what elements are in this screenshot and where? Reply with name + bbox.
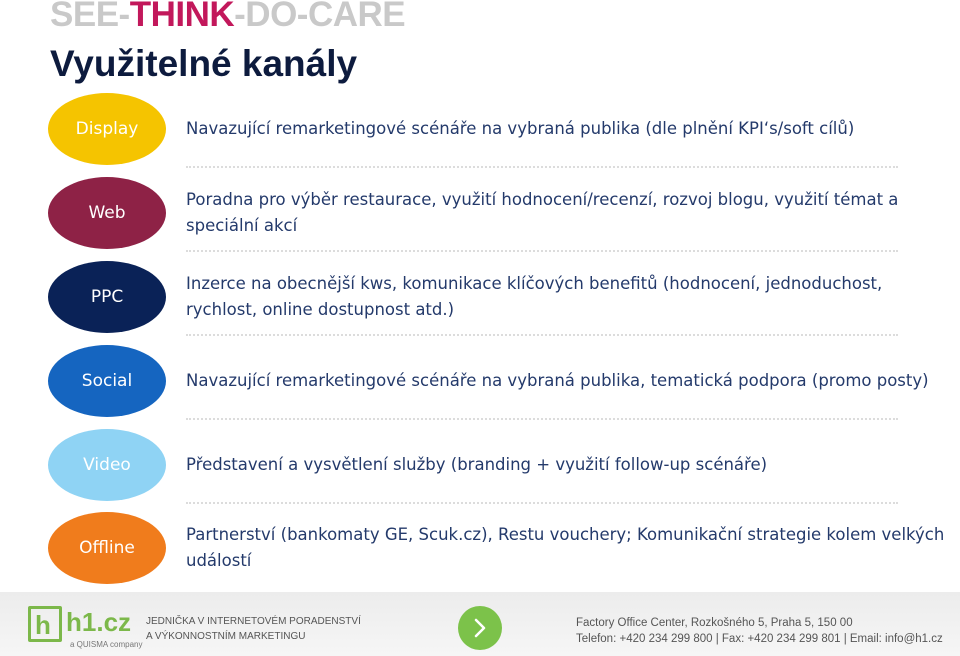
channel-description: [186, 177, 946, 249]
chevron-right-icon: [471, 617, 489, 639]
channel-badge-video: Video: [48, 429, 166, 501]
channel-description: [186, 345, 946, 417]
supertitle-see: SEE-: [50, 0, 130, 34]
h1-brand: h1.cz: [66, 607, 132, 637]
row-separator: [186, 418, 898, 420]
footer-tagline: [146, 614, 361, 644]
row-separator: [186, 250, 898, 252]
channel-description: [186, 429, 946, 501]
footer-contact: [576, 615, 943, 647]
channel-row-web: [48, 177, 928, 249]
channel-description-text: Inzerce na obecnější kws, komunikace klíčových benefitů (hodnocení, jednoduchost, rychlost, online dostupnost atd.): [186, 274, 883, 319]
channel-badge-web: Web: [48, 177, 166, 249]
supertitle-do-care: -DO-CARE: [234, 0, 406, 34]
tagline-line-2: A VÝKONNOSTNÍM MARKETINGU: [146, 631, 306, 642]
channel-badge-display: Display: [48, 93, 166, 165]
supertitle-think: THINK: [129, 0, 235, 34]
channel-description-text: Partnerství (bankomaty GE, Scuk.cz), Restu vouchery; Komunikační strategie kolem velkých událostí: [186, 525, 945, 570]
channel-badge-social: Social: [48, 345, 166, 417]
row-separator: [186, 502, 898, 504]
footer-phone-email: Telefon: +420 234 299 800 | Fax: +420 234 299 801 | Email: info@h1.cz: [576, 633, 943, 645]
channel-description: [186, 261, 946, 333]
channel-row-social: [48, 345, 928, 417]
channel-row-ppc: [48, 261, 928, 333]
channel-description-text: Představení a vysvětlení služby (branding + využití follow-up scénáře): [186, 455, 768, 474]
slide-header: [50, 0, 405, 84]
brand-subtitle: a QUISMA company: [70, 640, 143, 649]
channel-row-offline: [48, 512, 945, 584]
channel-description: [186, 512, 946, 584]
slide-title: Využitelné kanály: [50, 43, 358, 84]
channel-description-text: Navazující remarketingové scénáře na vybraná publika, tematická podpora (promo posty): [186, 371, 929, 390]
tagline-line-1: JEDNIČKA V INTERNETOVÉM PORADENSTVÍ: [146, 616, 361, 627]
row-separator: [186, 166, 898, 168]
channel-row-video: [48, 429, 928, 501]
channel-description-text: Navazující remarketingové scénáře na vybraná publika (dle plnění KPI‘s/soft cílů): [186, 119, 855, 138]
slide-supertitle: [50, 0, 405, 34]
channel-description-text: Poradna pro výběr restaurace, využití hodnocení/recenzí, rozvoj blogu, využití témat a speciální akcí: [186, 190, 899, 235]
channel-row-display: [48, 93, 928, 165]
footer-address: Factory Office Center, Rozkošného 5, Praha 5, 150 00: [576, 617, 853, 629]
next-slide-button[interactable]: [458, 606, 502, 650]
channel-badge-offline: Offline: [48, 512, 166, 584]
channel-description: [186, 93, 946, 165]
channel-badge-ppc: PPC: [48, 261, 166, 333]
row-separator: [186, 334, 898, 336]
h1-logo-mark: h: [28, 606, 62, 642]
